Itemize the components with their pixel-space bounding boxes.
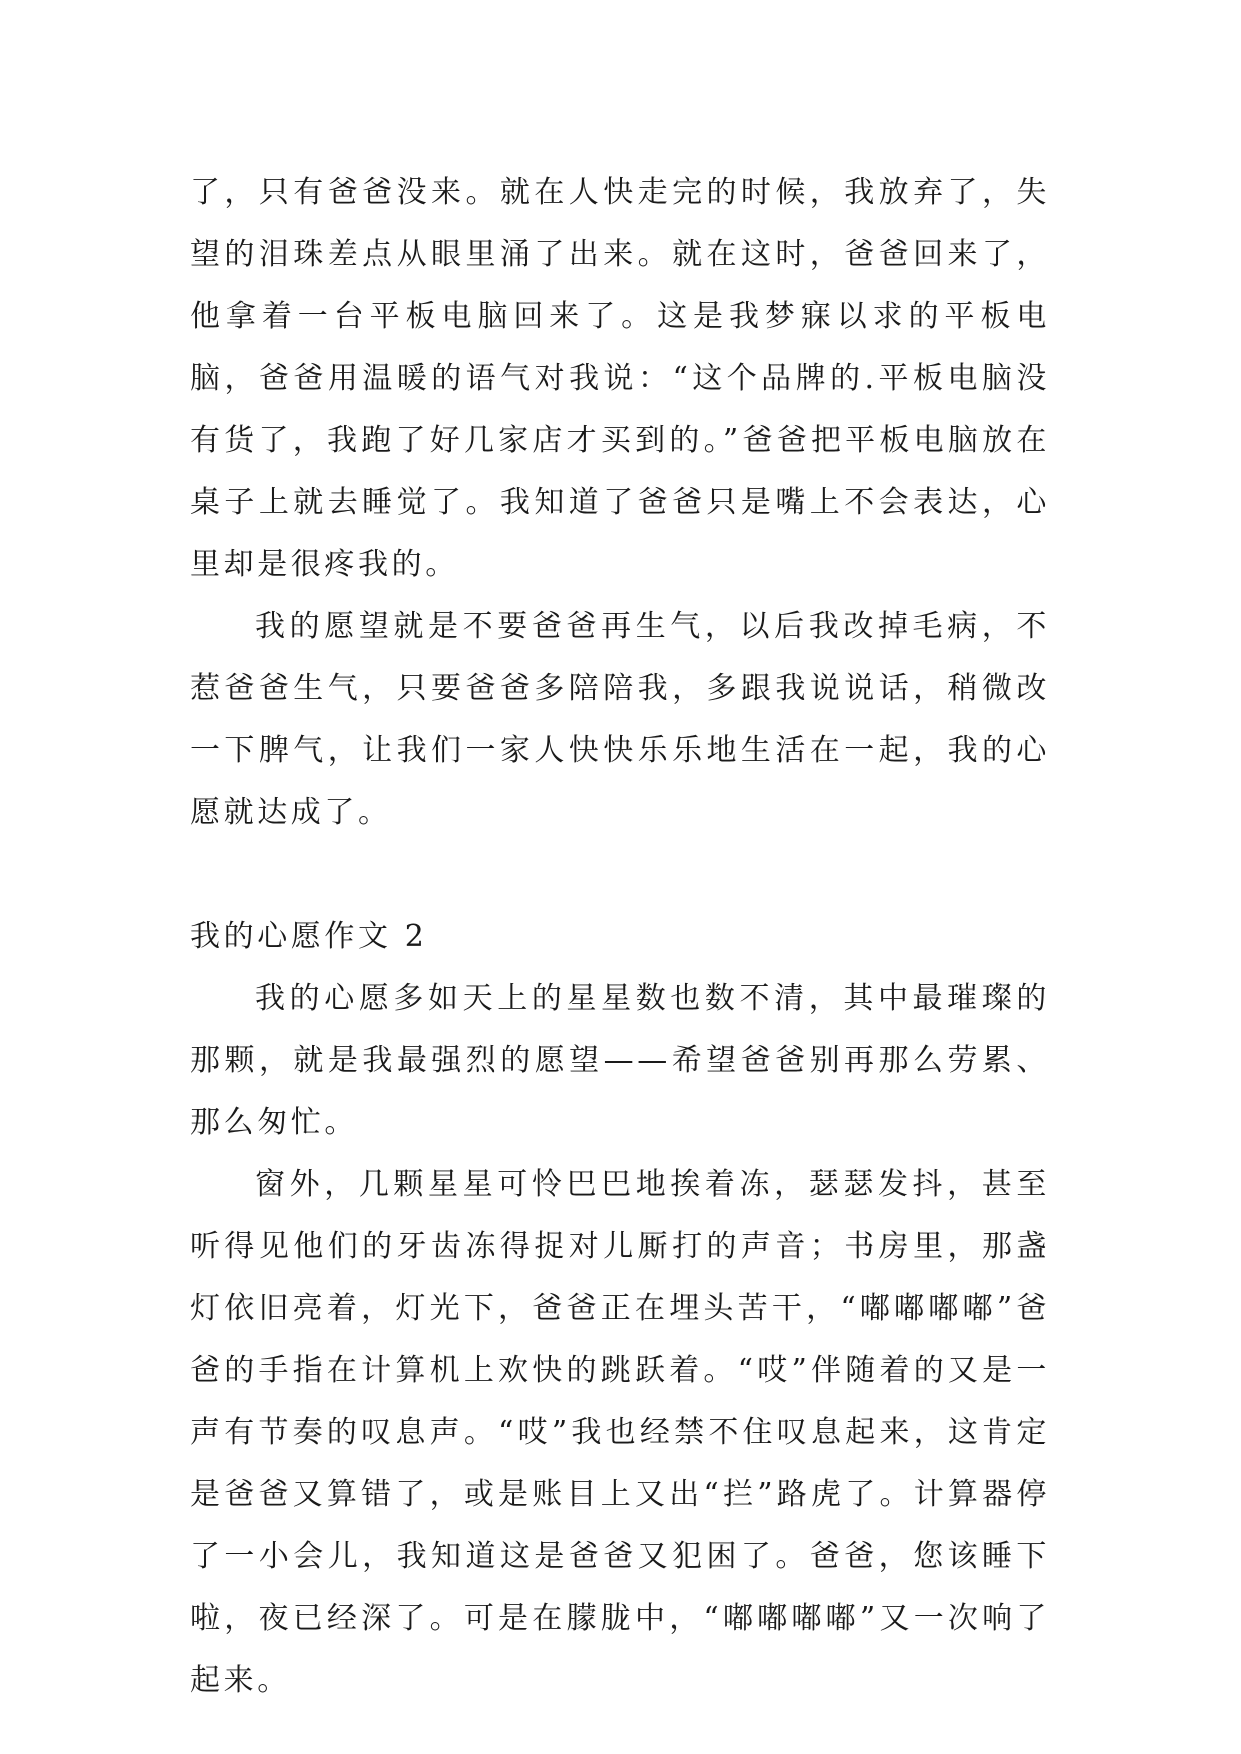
document-body: [190, 162, 1050, 1712]
paragraph-continuation: 了，只有爸爸没来。就在人快走完的时候，我放弃了，失望的泪珠差点从眼里涌了出来。就在这时，爸爸回来了，他拿着一台平板电脑回来了。这是我梦寐以求的平板电脑，爸爸用温暖的语气对我说：“这个品牌的.平板电脑没有货了，我跑了好几家店才买到的。”爸爸把平板电脑放在桌子上就去睡觉了。我知道了爸爸只是嘴上不会表达，心里却是很疼我的。: [190, 175, 1050, 582]
section-title: 我的心愿作文 2: [190, 919, 428, 954]
paragraph-wish: 我的愿望就是不要爸爸再生气，以后我改掉毛病，不惹爸爸生气，只要爸爸多陪陪我，多跟我说说话，稍微改一下脾气，让我们一家人快快乐乐地生活在一起，我的心愿就达成了。: [190, 609, 1050, 830]
paragraph-stars: 我的心愿多如天上的星星数也数不清，其中最璀璨的那颗，就是我最强烈的愿望——希望爸爸别再那么劳累、那么匆忙。: [190, 981, 1050, 1140]
paragraph-window: 窗外，几颗星星可怜巴巴地挨着冻，瑟瑟发抖，甚至听得见他们的牙齿冻得捉对儿厮打的声音；书房里，那盏灯依旧亮着，灯光下，爸爸正在埋头苦干，“嘟嘟嘟嘟”爸爸的手指在计算机上欢快的跳跃着。“哎”伴随着的又是一声有节奏的叹息声。“哎”我也经禁不住叹息起来，这肯定是爸爸又算错了，或是账目上又出“拦”路虎了。计算器停了一小会儿，我知道这是爸爸又犯困了。爸爸，您该睡下啦，夜已经深了。可是在朦胧中，“嘟嘟嘟嘟”又一次响了起来。: [190, 1167, 1050, 1698]
section-spacer: [190, 844, 1050, 906]
